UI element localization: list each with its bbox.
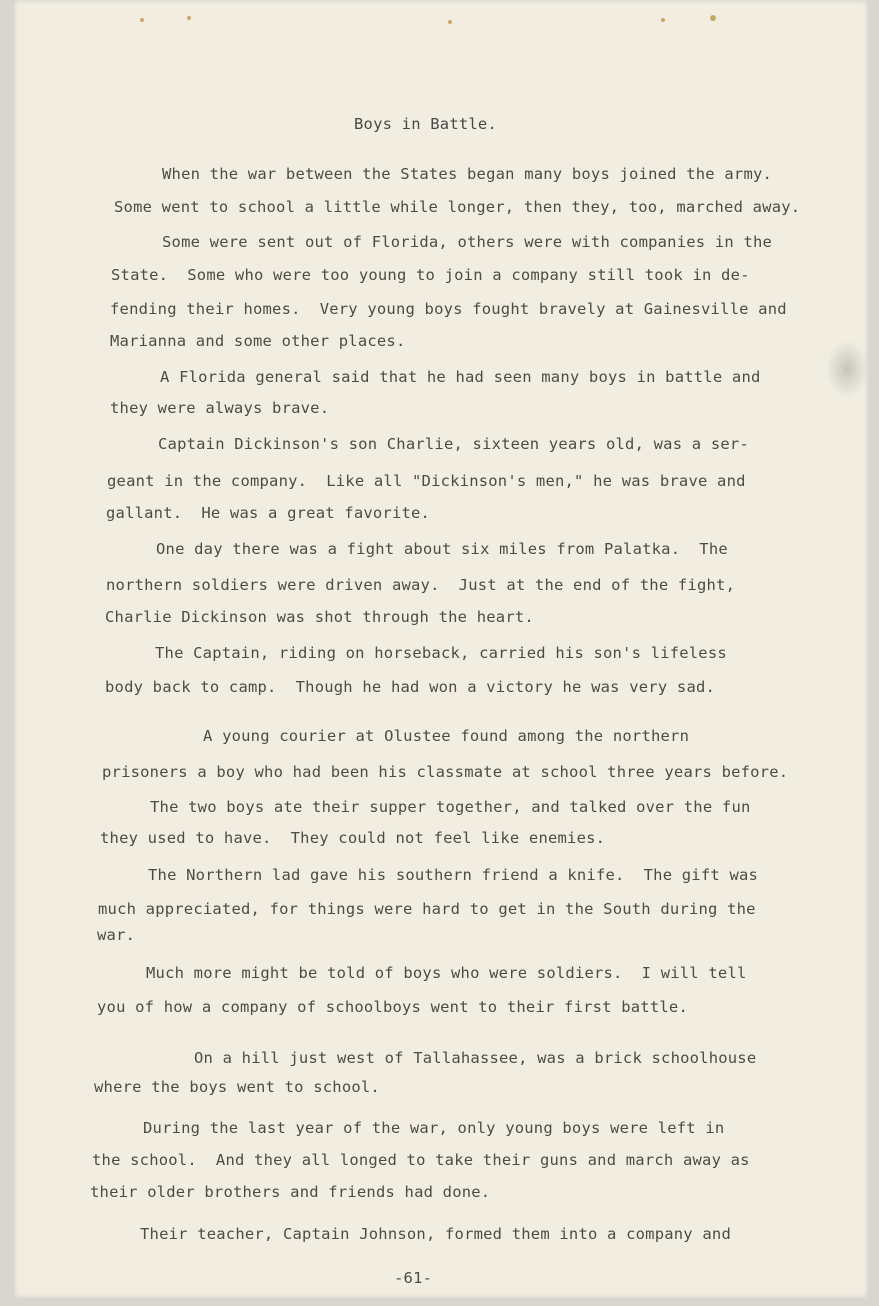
- text-line: The Northern lad gave his southern friend a knife. The gift was: [148, 866, 759, 884]
- text-line: geant in the company. Like all "Dickinson's men," he was brave and: [107, 472, 746, 490]
- text-line: One day there was a fight about six miles from Palatka. The: [156, 540, 728, 558]
- text-line: During the last year of the war, only young boys were left in: [143, 1119, 725, 1137]
- text-line: northern soldiers were driven away. Just at the end of the fight,: [106, 576, 736, 594]
- text-line: where the boys went to school.: [94, 1078, 380, 1096]
- text-line: prisoners a boy who had been his classmate at school three years before.: [102, 763, 789, 781]
- text-line: Marianna and some other places.: [110, 332, 406, 350]
- text-line: body back to camp. Though he had won a victory he was very sad.: [105, 678, 716, 696]
- text-line: gallant. He was a great favorite.: [106, 504, 431, 522]
- text-line: you of how a company of schoolboys went to their first battle.: [97, 998, 688, 1016]
- text-line: A young courier at Olustee found among the northern: [203, 727, 690, 745]
- text-line: State. Some who were too young to join a company still took in de-: [111, 266, 750, 284]
- text-line: they used to have. They could not feel like enemies.: [100, 829, 606, 847]
- text-line: war.: [97, 926, 136, 944]
- text-line: The two boys ate their supper together, and talked over the fun: [150, 798, 751, 816]
- text-line: The Captain, riding on horseback, carried his son's lifeless: [155, 644, 727, 662]
- document-title: Boys in Battle.: [354, 115, 497, 133]
- text-line: the school. And they all longed to take their guns and march away as: [92, 1151, 750, 1169]
- text-line: On a hill just west of Tallahassee, was a brick schoolhouse: [194, 1049, 757, 1067]
- text-line: much appreciated, for things were hard to get in the South during the: [98, 900, 756, 918]
- text-line: When the war between the States began many boys joined the army.: [162, 165, 773, 183]
- text-line: Charlie Dickinson was shot through the heart.: [105, 608, 534, 626]
- page-number: -61-: [394, 1269, 433, 1287]
- text-line: their older brothers and friends had done.: [90, 1183, 491, 1201]
- text-line: Their teacher, Captain Johnson, formed them into a company and: [140, 1225, 731, 1243]
- text-line: Much more might be told of boys who were soldiers. I will tell: [146, 964, 747, 982]
- text-line: fending their homes. Very young boys fought bravely at Gainesville and: [110, 300, 787, 318]
- text-line: A Florida general said that he had seen many boys in battle and: [160, 368, 761, 386]
- text-line: Captain Dickinson's son Charlie, sixteen years old, was a ser-: [158, 435, 749, 453]
- text-line: they were always brave.: [110, 399, 330, 417]
- text-line: Some went to school a little while longer, then they, too, marched away.: [114, 198, 801, 216]
- text-line: Some were sent out of Florida, others were with companies in the: [162, 233, 773, 251]
